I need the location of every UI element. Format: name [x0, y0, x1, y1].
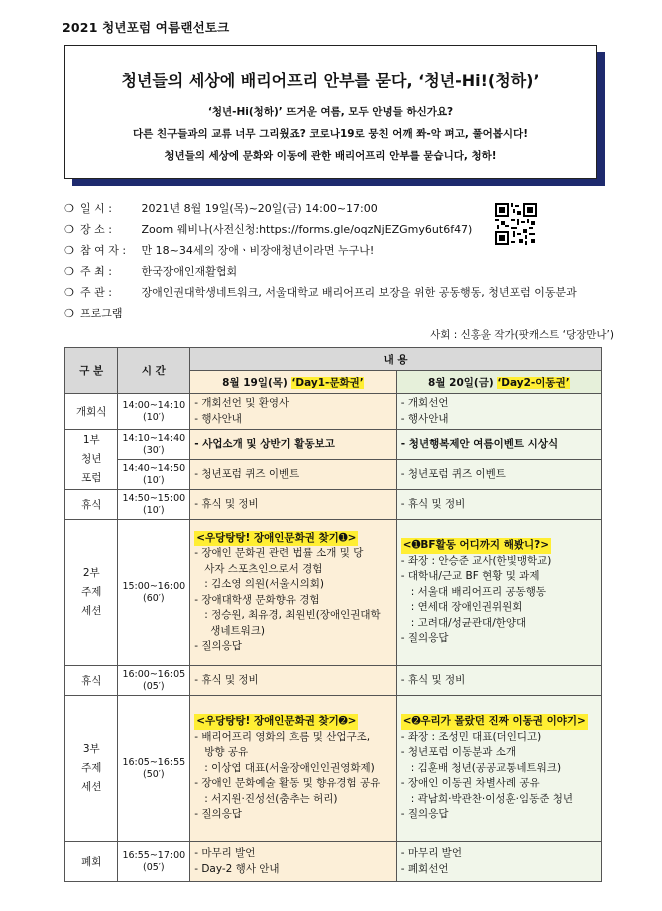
list-item: - 마무리 발언	[194, 847, 256, 859]
list-item: : 정승원, 최유경, 최원빈(장애인권대학	[204, 609, 381, 621]
row-category	[65, 430, 118, 490]
day2-theme: ‘Day2-이동권’	[497, 376, 570, 389]
list-item: - 청년행복제안 여름이벤트 시상식	[400, 437, 559, 450]
list-item: : 서지원·진성선(춤추는 허리)	[204, 792, 338, 805]
list-item: - 사업소개 및 상반기 활동보고	[194, 437, 335, 450]
banner-line: ‘청년-Hi(청하)’ 뜨거운 여름, 모두 안녕들 하신가요?	[207, 106, 454, 118]
list-item: : 곽남희·박관찬·이성훈·임동준 청년	[410, 792, 574, 805]
info-row-location	[64, 221, 472, 237]
session-title: <➊BF활동 어디까지 해봤니?>	[401, 538, 551, 554]
row-category	[65, 696, 118, 842]
day1-cell	[190, 490, 397, 520]
circle-bullet-icon: ❍	[64, 202, 74, 215]
duration: (10′)	[142, 504, 165, 516]
moderator-note: 사회 : 신홍윤 작가(팟캐스트 ‘당장만나’)	[430, 329, 614, 341]
row-time	[118, 394, 190, 430]
category-label: 3부 주제 세션	[81, 743, 102, 793]
list-item: - 휴식 및 정비	[194, 673, 259, 686]
banner-line: 청년들의 세상에 문화와 이동에 관한 배리어프리 안부를 묻습니다, 청하!	[164, 150, 497, 162]
list-item: - 장애대학생 문화향유 경험	[194, 593, 320, 606]
day1-cell	[190, 520, 397, 666]
list-item: : 연세대 장애인권위원회	[410, 601, 523, 614]
session-title: <우당탕탕! 장애인문화권 찾기➋>	[194, 714, 358, 730]
session-title: <➋우리가 몰랐던 진짜 이동권 이야기>	[401, 714, 588, 730]
row-category	[65, 520, 118, 666]
duration: (50′)	[142, 768, 165, 780]
info-label: 장 소 :	[80, 223, 112, 236]
day1-cell	[190, 460, 397, 490]
time-range: 14:00~14:10	[122, 399, 186, 411]
list-item: - 청년포럼 이동분과 소개	[400, 746, 517, 759]
row-category: 폐회	[65, 842, 118, 882]
circle-bullet-icon: ❍	[64, 286, 74, 299]
list-item: - 휴식 및 정비	[400, 497, 466, 510]
session-title: <우당탕탕! 장애인문화권 찾기➊>	[194, 531, 358, 547]
category-label: 1부 청년 포럼	[81, 434, 102, 484]
table-row	[65, 490, 602, 520]
info-label: 프로그램	[80, 307, 123, 320]
list-item: - 장애인 문화예술 활동 및 향유경험 공유	[194, 777, 381, 790]
category-label: 2부 주제 세션	[81, 567, 102, 617]
info-row-program	[64, 305, 123, 321]
time-range: 15:00~16:00	[122, 580, 186, 592]
day1-cell	[190, 696, 397, 842]
list-item: - 개회선언 및 환영사	[194, 397, 290, 409]
day2-cell	[396, 394, 601, 430]
page-top-title: 2021 청년포럼 여름랜선토크	[62, 20, 230, 35]
duration: (10′)	[142, 474, 165, 486]
circle-bullet-icon: ❍	[64, 307, 74, 320]
list-item: - 질의응답	[194, 640, 242, 652]
circle-bullet-icon: ❍	[64, 244, 74, 257]
list-item: : 이상엽 대표(서울장애인인권영화제)	[204, 761, 375, 774]
row-time	[118, 490, 190, 520]
list-item: : 김소영 의원(서울시의회)	[204, 578, 325, 590]
time-range: 14:40~14:50	[122, 462, 186, 474]
schedule-table	[64, 347, 602, 882]
table-row	[65, 460, 602, 490]
day2-date: 8월 20일(금)	[428, 376, 498, 389]
header-day1	[190, 371, 397, 394]
time-range: 16:05~16:55	[122, 756, 186, 768]
list-item: - 마무리 발언	[400, 847, 462, 859]
day2-cell	[396, 490, 601, 520]
circle-bullet-icon: ❍	[64, 223, 74, 236]
info-label: 참 여 자 :	[80, 244, 127, 257]
list-item: - 폐회선언	[400, 862, 449, 875]
header-category: 구 분	[65, 348, 118, 394]
list-item: - 장애인 문화권 관련 법률 소개 및 당	[194, 547, 364, 559]
list-item: 생네트워크)	[210, 624, 265, 637]
info-label: 주 관 :	[80, 286, 112, 299]
list-item: - 휴식 및 정비	[194, 497, 259, 510]
info-value: 장애인권대학생네트워크, 서울대학교 배리어프리 보장을 위한 공동행동, 청년포럼 이동분과	[141, 286, 577, 299]
list-item: - 청년포럼 퀴즈 이벤트	[400, 467, 506, 480]
list-item: - 질의응답	[400, 808, 449, 821]
day2-cell	[396, 460, 601, 490]
info-label: 주 최 :	[80, 265, 112, 278]
banner-line: 다른 친구들과의 교류 너무 그리웠죠? 코로나19로 뭉친 어깨 쫘-악 펴고, 풀어봅시다!	[133, 128, 528, 140]
list-item: - 휴식 및 정비	[400, 673, 466, 686]
banner-headline: 청년들의 세상에 배리어프리 안부를 묻다, ‘청년-Hi!(청하)’	[121, 71, 540, 90]
list-item: - 장애인 이동권 차별사례 공유	[400, 777, 540, 790]
list-item: - 행사안내	[194, 412, 242, 425]
table-row	[65, 842, 602, 882]
list-item: - 질의응답	[400, 632, 449, 645]
qr-code-icon[interactable]	[495, 203, 537, 245]
list-item: - 배리어프리 영화의 흐름 및 산업구조,	[194, 730, 371, 743]
list-item: 방향 공유	[204, 746, 249, 759]
info-row-organizer	[64, 284, 577, 300]
duration: (30′)	[142, 444, 165, 456]
time-range: 14:10~14:40	[122, 432, 186, 444]
time-range: 14:50~15:00	[122, 492, 186, 504]
day1-cell	[190, 842, 397, 882]
info-row-host	[64, 263, 237, 279]
row-time	[118, 696, 190, 842]
list-item: - 좌장 : 조성민 대표(더인디고)	[400, 730, 542, 743]
list-item: : 김훈배 청년(공공교통네트워크)	[410, 761, 562, 774]
day1-cell	[190, 430, 397, 460]
duration: (60′)	[142, 592, 165, 604]
day2-cell	[396, 842, 601, 882]
row-category: 휴식	[65, 666, 118, 696]
table-row	[65, 430, 602, 460]
list-item: - 청년포럼 퀴즈 이벤트	[194, 467, 300, 480]
day1-cell	[190, 666, 397, 696]
day2-cell	[396, 520, 601, 666]
circle-bullet-icon: ❍	[64, 265, 74, 278]
duration: (10′)	[142, 411, 165, 423]
header-content: 내 용	[190, 348, 602, 371]
day2-cell	[396, 666, 601, 696]
table-row	[65, 696, 602, 842]
day1-date: 8월 19일(목)	[222, 376, 292, 389]
list-item: - 좌장 : 안승준 교사(한빛맹학교)	[400, 554, 552, 567]
table-row	[65, 666, 602, 696]
row-category: 휴식	[65, 490, 118, 520]
info-row-participants	[64, 242, 374, 258]
row-time	[118, 460, 190, 490]
list-item: - 개회선언	[400, 397, 449, 409]
row-category: 개회식	[65, 394, 118, 430]
duration: (05′)	[142, 861, 165, 873]
day2-cell	[396, 430, 601, 460]
duration: (05′)	[142, 680, 165, 692]
header-day2	[396, 371, 601, 394]
day1-theme: ‘Day1-문화권’	[291, 376, 364, 389]
time-range: 16:55~17:00	[122, 849, 186, 861]
info-label: 일 시 :	[80, 202, 112, 215]
list-item: - 행사안내	[400, 412, 449, 425]
info-row-datetime	[64, 200, 378, 216]
day1-cell	[190, 394, 397, 430]
header-time: 시 간	[118, 348, 190, 394]
row-time	[118, 430, 190, 460]
list-item: : 고려대/성균관대/한양대	[410, 616, 527, 629]
day2-cell	[396, 696, 601, 842]
info-value: 2021년 8월 19일(목)~20일(금) 14:00~17:00	[141, 202, 378, 215]
info-value: 한국장애인재활협회	[141, 265, 238, 278]
list-item: : 서울대 배리어프리 공동행동	[410, 585, 547, 598]
list-item: 사자 스포츠인으로서 경험	[204, 562, 323, 575]
row-time	[118, 520, 190, 666]
list-item: - Day-2 행사 안내	[194, 862, 280, 875]
banner-box	[64, 45, 597, 179]
time-range: 16:00~16:05	[122, 668, 186, 680]
row-time	[118, 666, 190, 696]
row-time	[118, 842, 190, 882]
list-item: - 대학내/근교 BF 현황 및 과제	[400, 570, 540, 583]
table-row	[65, 394, 602, 430]
list-item: - 질의응답	[194, 808, 242, 821]
table-row	[65, 520, 602, 666]
info-value-link[interactable]: Zoom 웨비나(사전신청:https://forms.gle/oqzNjEZGmy6ut6f47)	[141, 223, 473, 236]
info-value: 만 18~34세의 장애ㆍ비장애청년이라면 누구나!	[141, 244, 375, 257]
